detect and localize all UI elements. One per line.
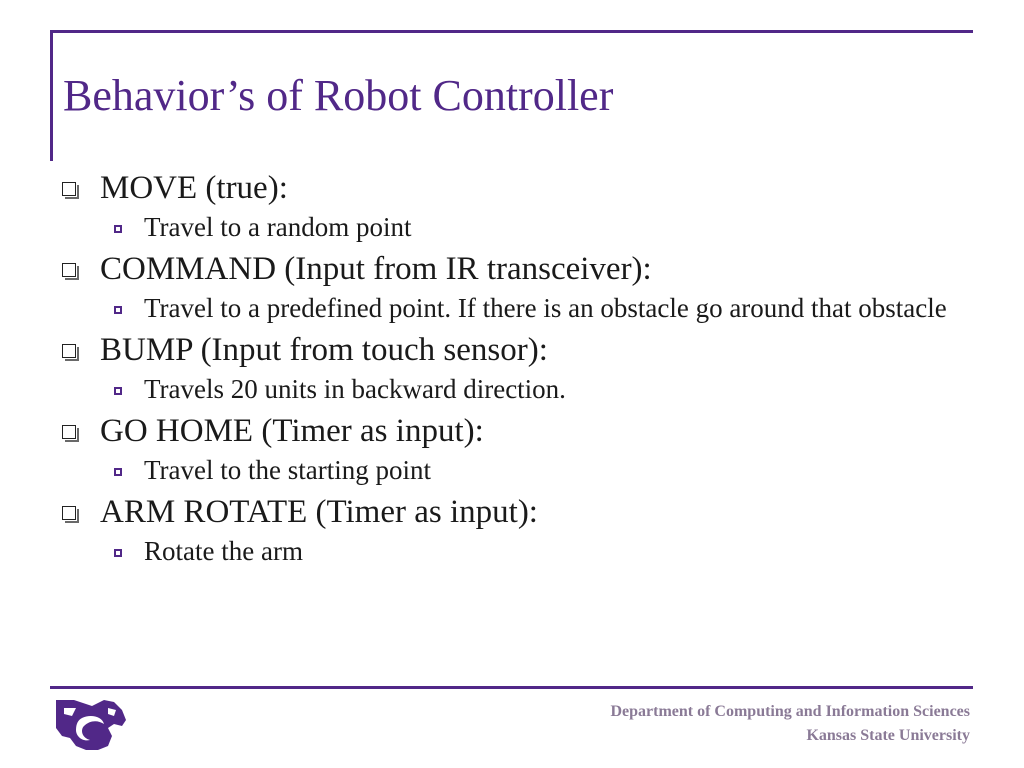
small-square-bullet-icon: [114, 306, 122, 314]
small-square-bullet-icon: [114, 468, 122, 476]
list-item: [62, 168, 972, 208]
list-item: [62, 249, 972, 289]
sub-bullet-text: Travels 20 units in backward direction.: [144, 374, 566, 404]
sub-list-item: [114, 210, 972, 244]
list-item: [62, 411, 972, 451]
square-bullet-icon: [62, 425, 76, 439]
small-square-bullet-icon: [114, 387, 122, 395]
left-rule: [50, 30, 53, 161]
bullet-label: COMMAND (Input from IR transceiver):: [100, 251, 652, 287]
bullet-list: [62, 168, 972, 568]
sub-bullet-text: Rotate the arm: [144, 536, 303, 566]
sub-list-item: [114, 534, 972, 568]
sub-list-item: [114, 372, 972, 406]
list-item: [62, 492, 972, 532]
sub-bullet-text: Travel to a predefined point. If there is an obstacle go around that obstacle: [144, 293, 947, 323]
square-bullet-icon: [62, 182, 76, 196]
sub-list-item: [114, 453, 972, 487]
bullet-label: BUMP (Input from touch sensor):: [100, 332, 548, 368]
footer-rule: [50, 686, 973, 689]
sub-list-item: [114, 291, 972, 325]
bullet-label: ARM ROTATE (Timer as input):: [100, 494, 538, 530]
small-square-bullet-icon: [114, 549, 122, 557]
square-bullet-icon: [62, 344, 76, 358]
department-name: Department of Computing and Information Sciences: [610, 703, 970, 720]
top-rule: [50, 30, 973, 33]
bullet-label: MOVE (true):: [100, 170, 288, 206]
square-bullet-icon: [62, 506, 76, 520]
bullet-label: GO HOME (Timer as input):: [100, 413, 484, 449]
slide-title: Behavior’s of Robot Controller: [63, 71, 614, 120]
footer-text: [610, 700, 970, 748]
list-item: [62, 330, 972, 370]
wildcat-logo-icon: [52, 696, 128, 752]
university-name: Kansas State University: [806, 727, 970, 744]
small-square-bullet-icon: [114, 225, 122, 233]
sub-bullet-text: Travel to the starting point: [144, 455, 431, 485]
square-bullet-icon: [62, 263, 76, 277]
sub-bullet-text: Travel to a random point: [144, 212, 412, 242]
